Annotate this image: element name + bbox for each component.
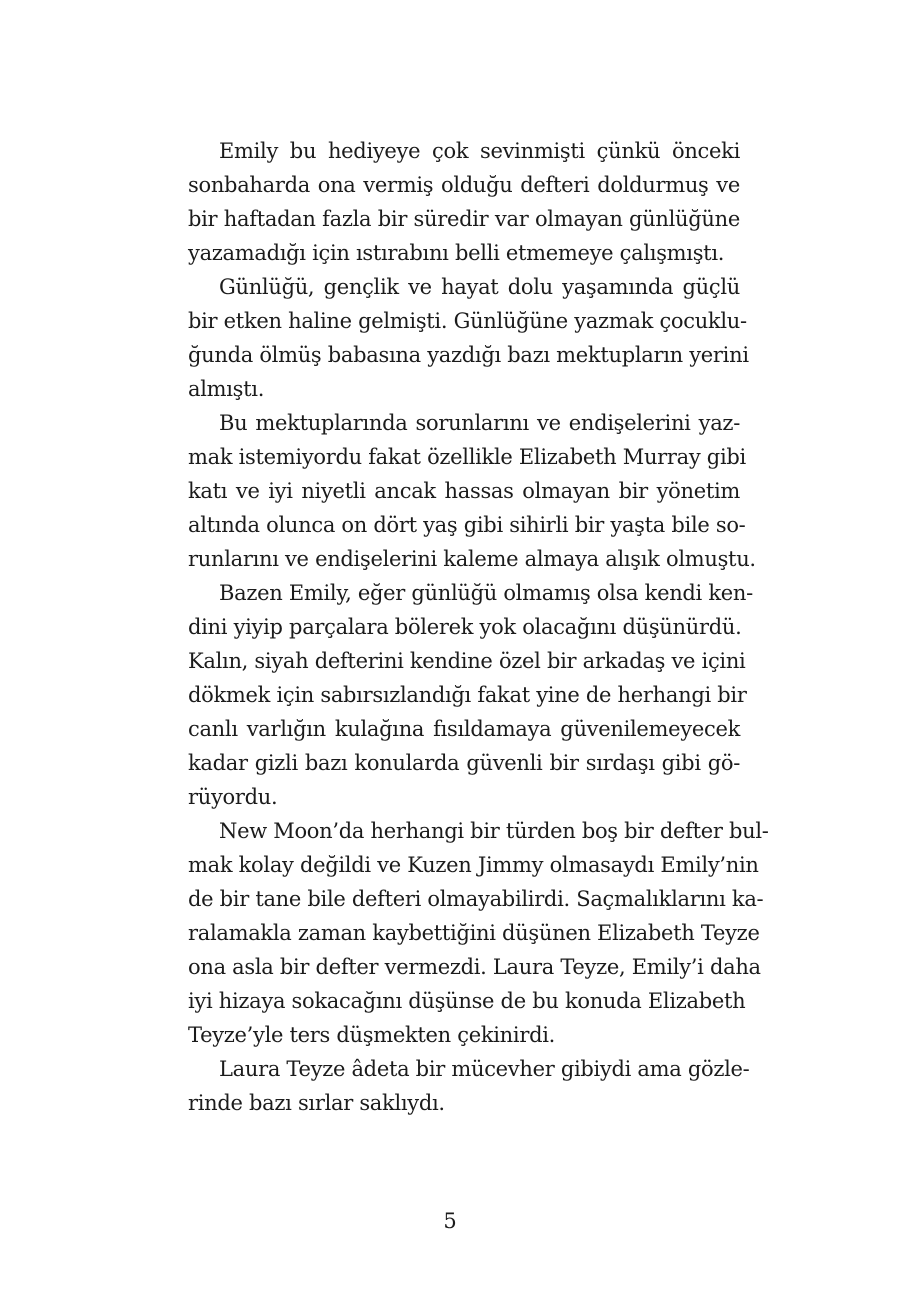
text-line: sonbaharda ona vermiş olduğu defteri doldurmuş ve (188, 173, 740, 197)
text-line: yazamadığı için ıstırabını belli etmemeye çalışmıştı. (188, 241, 725, 265)
paragraph-4 (188, 576, 753, 814)
text-line: ğunda ölmüş babasına yazdığı bazı mektupların yerini (188, 343, 749, 367)
text-line: altında olunca on dört yaş gibi sihirli bir yaşta bile so- (188, 513, 746, 537)
text-line: rinde bazı sırlar saklıydı. (188, 1091, 445, 1115)
text-line: katı ve iyi niyetli ancak hassas olmayan bir yönetim (188, 479, 740, 503)
text-line: runlarını ve endişelerini kaleme almaya alışık olmuştu. (188, 547, 756, 571)
text-line: Bazen Emily, eğer günlüğü olmamış olsa kendi ken- (219, 581, 753, 605)
text-line: almıştı. (188, 377, 265, 401)
text-line: Laura Teyze âdeta bir mücevher gibiydi ama gözle- (219, 1057, 750, 1081)
text-line: mak kolay değildi ve Kuzen Jimmy olmasaydı Emily’nin (188, 853, 759, 877)
text-line: mak istemiyordu fakat özellikle Elizabeth Murray gibi (188, 445, 746, 469)
text-line: bir haftadan fazla bir süredir var olmayan günlüğüne (188, 207, 740, 231)
paragraph-3 (188, 406, 756, 576)
text-line: iyi hizaya sokacağını düşünse de bu konuda Elizabeth (188, 989, 746, 1013)
text-line: ralamakla zaman kaybettiğini düşünen Elizabeth Teyze (188, 921, 760, 945)
paragraph-6 (188, 1052, 750, 1120)
page-number: 5 (443, 1209, 457, 1233)
body-text (188, 134, 769, 1120)
text-line: dini yiyip parçalara bölerek yok olacağını düşünürdü. (188, 615, 742, 639)
text-line: Emily bu hediyeye çok sevinmişti çünkü önceki (219, 139, 740, 163)
text-line: rüyordu. (188, 785, 278, 809)
text-line: de bir tane bile defteri olmayabilirdi. Saçmalıklarını ka- (188, 887, 764, 911)
text-line: Bu mektuplarında sorunlarını ve endişelerini yaz- (219, 411, 740, 435)
text-line: ona asla bir defter vermezdi. Laura Teyze, Emily’i daha (188, 955, 761, 979)
paragraph-2 (188, 270, 749, 406)
text-line: Kalın, siyah defterini kendine özel bir arkadaş ve içini (188, 649, 746, 673)
text-line: kadar gizli bazı konularda güvenli bir sırdaşı gibi gö- (188, 751, 740, 775)
text-line: Günlüğü, gençlik ve hayat dolu yaşamında güçlü (219, 275, 740, 299)
paragraph-5 (188, 814, 769, 1052)
text-line: dökmek için sabırsızlandığı fakat yine de herhangi bir (188, 683, 747, 707)
paragraph-1 (188, 134, 740, 270)
text-line: Teyze’yle ters düşmekten çekinirdi. (188, 1023, 555, 1047)
text-line: bir etken haline gelmişti. Günlüğüne yazmak çocuklu- (188, 309, 747, 333)
text-line: canlı varlığın kulağına fısıldamaya güvenilemeyecek (188, 717, 740, 741)
text-line: New Moon’da herhangi bir türden boş bir defter bul- (219, 819, 769, 843)
